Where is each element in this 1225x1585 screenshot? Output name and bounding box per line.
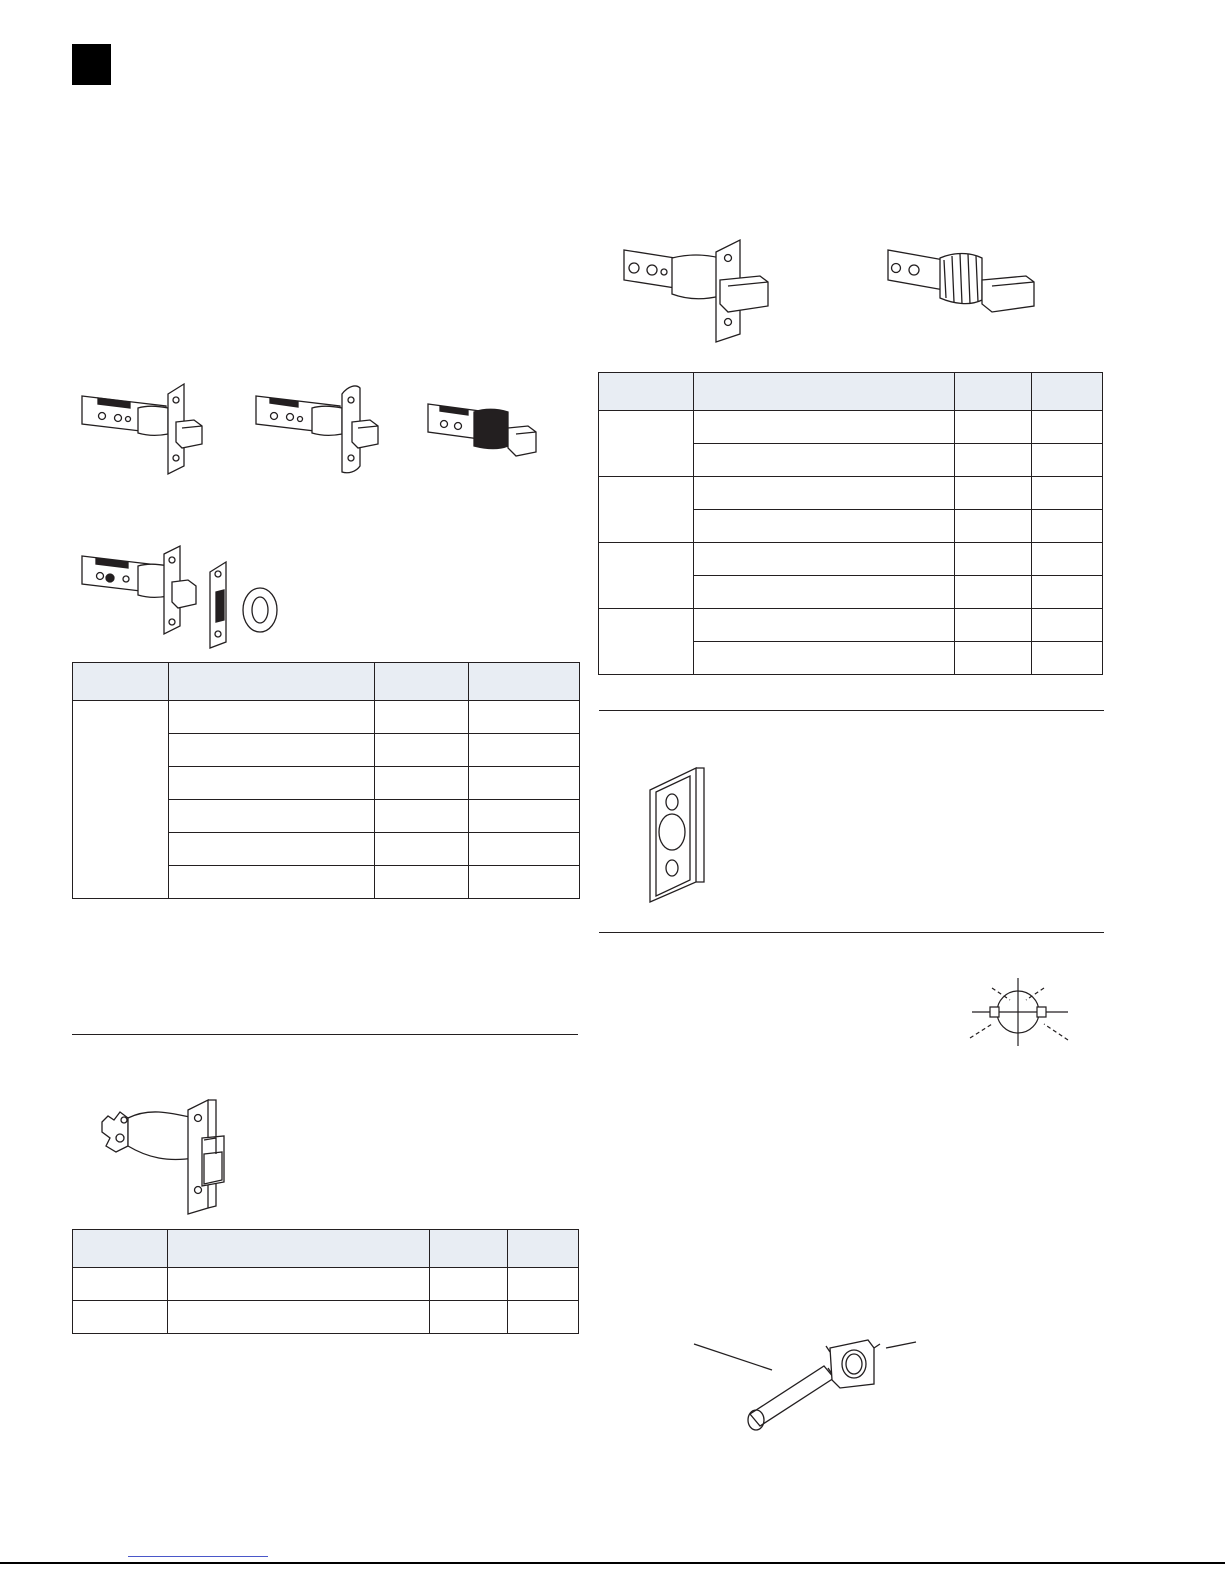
table-cell [169, 833, 375, 866]
header-cell [1032, 373, 1103, 411]
header-cell [469, 663, 580, 701]
latch-drive-in-icon [252, 382, 392, 477]
table-cell [955, 576, 1032, 609]
header-cell [73, 663, 169, 701]
table-cell [469, 866, 580, 899]
table-cell [469, 833, 580, 866]
table-row [599, 609, 1103, 642]
table-cell [73, 1268, 168, 1301]
table-cell [694, 642, 955, 675]
table-cell [955, 411, 1032, 444]
header-cell [955, 373, 1032, 411]
table-cell [169, 734, 375, 767]
table-cell [1032, 411, 1103, 444]
table-cell [375, 701, 469, 734]
latch-with-strike-icon [78, 544, 288, 652]
table-cell [168, 1268, 430, 1301]
table-header-row [599, 373, 1103, 411]
table-cell [508, 1301, 579, 1334]
table-cell [1032, 543, 1103, 576]
table-header-row [73, 663, 580, 701]
roll-pin-icon [690, 1330, 922, 1434]
table-cell [1032, 444, 1103, 477]
table-cell [375, 767, 469, 800]
header-cell [168, 1230, 430, 1268]
table-row [599, 411, 1103, 444]
table-cell [169, 800, 375, 833]
table-cell [169, 701, 375, 734]
latch-spec-table-b [72, 1229, 579, 1334]
footer-rule [0, 1562, 1225, 1564]
table-cell [599, 477, 694, 543]
table-cell [1032, 576, 1103, 609]
table-cell [508, 1268, 579, 1301]
section-divider [72, 1034, 578, 1035]
table-row [599, 543, 1103, 576]
table-cell [469, 800, 580, 833]
table-cell [1032, 642, 1103, 675]
footer-link[interactable] [128, 1556, 268, 1557]
table-cell [694, 576, 955, 609]
table-cell [168, 1301, 430, 1334]
table-cell [694, 609, 955, 642]
table-cell [599, 609, 694, 675]
table-cell [375, 800, 469, 833]
section-divider [599, 932, 1104, 933]
table-cell [375, 734, 469, 767]
table-row [73, 1268, 579, 1301]
header-cell [599, 373, 694, 411]
latch-adjustable-icon [78, 382, 218, 477]
table-cell [73, 1301, 168, 1334]
deadbolt-spec-table [598, 372, 1103, 675]
table-cell [955, 444, 1032, 477]
header-cell [430, 1230, 508, 1268]
table-cell [955, 543, 1032, 576]
header-cell [169, 663, 375, 701]
table-cell [955, 477, 1032, 510]
deadlatch-icon [98, 1096, 248, 1218]
table-cell [1032, 510, 1103, 543]
table-cell [169, 866, 375, 899]
header-cell [375, 663, 469, 701]
table-cell [694, 411, 955, 444]
table-cell [73, 701, 169, 899]
table-cell [694, 543, 955, 576]
table-cell [469, 701, 580, 734]
hole-template-icon [964, 976, 1072, 1048]
table-row [73, 1301, 579, 1334]
deadbolt-ribbed-icon [884, 244, 1044, 330]
table-cell [169, 767, 375, 800]
table-cell [1032, 477, 1103, 510]
table-cell [694, 510, 955, 543]
table-header-row [73, 1230, 579, 1268]
table-cell [599, 411, 694, 477]
table-cell [469, 767, 580, 800]
latch-ribbed-icon [424, 398, 554, 468]
table-cell [375, 833, 469, 866]
table-cell [375, 866, 469, 899]
table-cell [955, 642, 1032, 675]
header-cell [508, 1230, 579, 1268]
table-cell [430, 1301, 508, 1334]
table-cell [599, 543, 694, 609]
deadbolt-plain-icon [620, 236, 780, 346]
table-cell [955, 609, 1032, 642]
table-cell [955, 510, 1032, 543]
header-cell [73, 1230, 168, 1268]
section-marker [72, 44, 111, 85]
section-divider [599, 710, 1104, 711]
table-cell [694, 444, 955, 477]
table-cell [694, 477, 955, 510]
header-cell [694, 373, 955, 411]
table-row [73, 701, 580, 734]
table-cell [469, 734, 580, 767]
strike-plate-icon [646, 764, 708, 906]
latch-spec-table-a [72, 662, 580, 899]
table-cell [430, 1268, 508, 1301]
table-row [599, 477, 1103, 510]
table-cell [1032, 609, 1103, 642]
